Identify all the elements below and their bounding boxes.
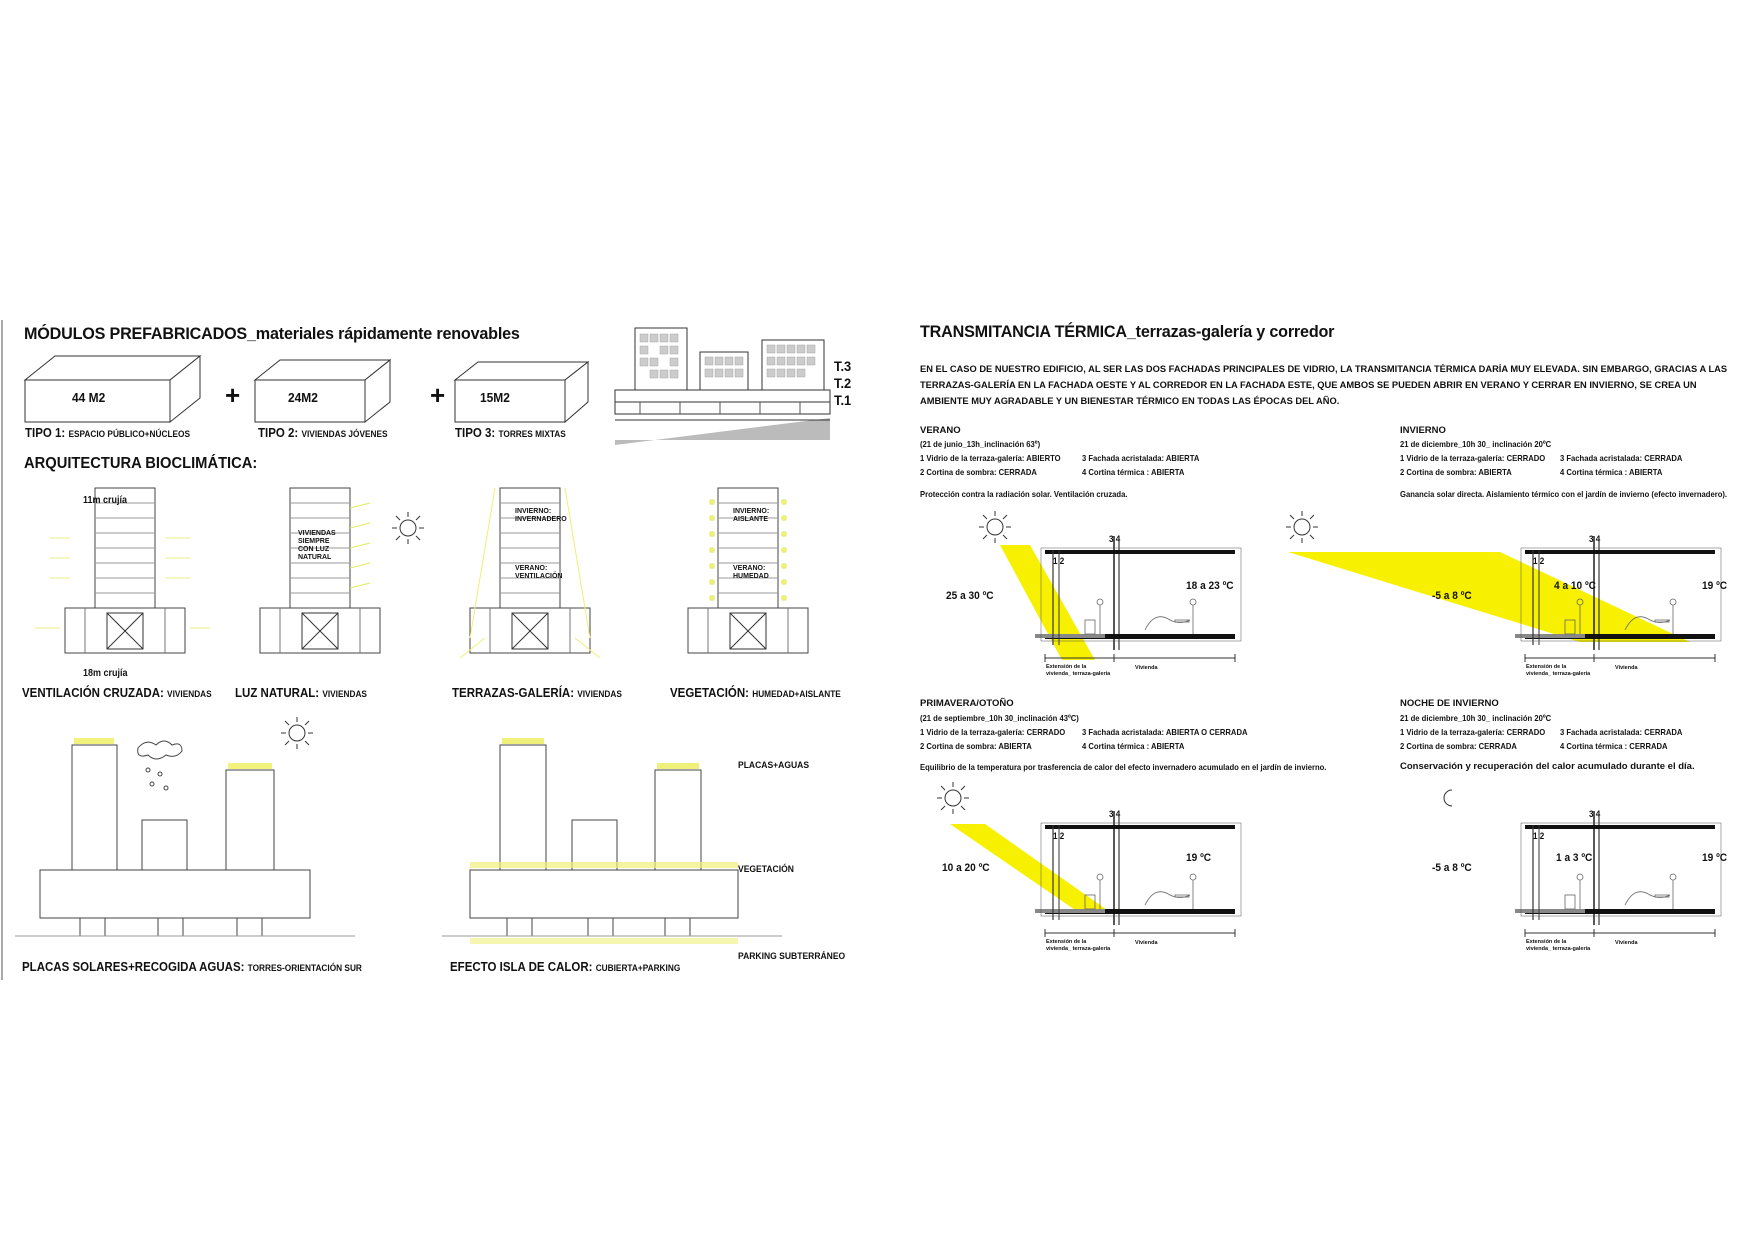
caption-vegetacion: VEGETACIÓN: HUMEDAD+AISLANTE	[670, 686, 841, 700]
noche-date: 21 de diciembre_10h 30_ inclinación 20ºC	[1400, 713, 1552, 723]
invierno-c2: 2 Cortina de sombra: ABIERTA	[1400, 467, 1512, 477]
massing-placas	[15, 741, 355, 936]
noche-heading: NOCHE DE INVIERNO	[1400, 698, 1499, 709]
primavera-room-temp: 19 ºC	[1186, 852, 1212, 864]
caption-terrazas: TERRAZAS-GALERÍA: VIVIENDAS	[452, 686, 622, 700]
dim-left-noche: Extensión de la vivienda_ terraza-galería	[1526, 939, 1591, 952]
left-title: MÓDULOS PREFABRICADOS_materiales rápidamente renovables	[24, 324, 520, 343]
building-elevation	[615, 328, 830, 445]
invierno-outside-temp: -5 a 8 ºC	[1432, 590, 1472, 602]
module-area-2: 24M2	[288, 390, 318, 405]
massing-isla-calor	[442, 745, 782, 936]
sun-icon-invierno	[1286, 511, 1318, 543]
verano-room-temp: 18 a 23 ºC	[1186, 580, 1234, 592]
noche-inside-temp: 1 a 3 ºC	[1556, 852, 1593, 864]
module-type-1: TIPO 1: ESPACIO PÚBLICO+NÚCLEOS	[25, 426, 191, 440]
tower-ventilacion	[35, 488, 210, 653]
dim-right-primavera: Vivienda	[1135, 940, 1158, 946]
primavera-summary: Equilibrio de la temperatura por trasferencia de calor del efecto invernadero acumulado en el jardín de invierno.	[920, 762, 1327, 772]
verano-c2: 2 Cortina de sombra: CERRADA	[920, 467, 1037, 477]
tower2-note: VIVIENDAS SIEMPRE CON LUZ NATURAL	[298, 530, 336, 561]
dim-left-invierno: Extensión de la vivienda_ terraza-galería	[1526, 664, 1591, 677]
crujia-top: 11m crujía	[83, 495, 128, 506]
plus-sign-2: +	[430, 380, 446, 410]
module-box-2	[255, 360, 390, 422]
invierno-date: 21 de diciembre_10h 30_ inclinación 20ºC	[1400, 439, 1552, 449]
module-box-1	[25, 356, 200, 422]
module-area-1: 44 M2	[72, 390, 106, 405]
primavera-c2: 2 Cortina de sombra: ABIERTA	[920, 741, 1032, 751]
moon-icon	[1444, 790, 1452, 806]
module-type-2: TIPO 2: VIVIENDAS JÓVENES	[258, 426, 388, 440]
dim-left-primavera: Extensión de la vivienda_ terraza-galería	[1046, 939, 1111, 952]
primavera-c1: 1 Vidrio de la terraza-galería: CERRADO	[920, 727, 1066, 737]
primavera-date: (21 de septiembre_10h 30_inclinación 43ºC)	[920, 713, 1079, 723]
module-box-3	[455, 362, 588, 422]
tower3-summer: VERANO: VENTILACIÓN	[515, 565, 563, 580]
mark-34-noche: 3 4	[1589, 809, 1601, 819]
level-t3: T.3	[834, 358, 852, 374]
invierno-c4: 4 Cortina térmica : ABIERTA	[1560, 467, 1663, 477]
sun-icon-verano	[979, 511, 1011, 543]
level-t1: T.1	[834, 392, 852, 408]
verano-summary: Protección contra la radiación solar. Ventilación cruzada.	[920, 489, 1128, 499]
verano-c1: 1 Vidrio de la terraza-galería: ABIERTO	[920, 453, 1061, 463]
invierno-summary: Ganancia solar directa. Aislamiento térmico con el jardín de invierno (efecto invernadero).	[1400, 489, 1728, 499]
primavera-outside-temp: 10 a 20 ºC	[942, 862, 990, 874]
tower-luz-natural	[260, 488, 424, 653]
tower4-winter: INVIERNO: AISLANTE	[733, 508, 770, 523]
module-area-3: 15M2	[480, 390, 510, 405]
caption-placas: PLACAS SOLARES+RECOGIDA AGUAS: TORRES-ORIENTACIÓN SUR	[22, 960, 362, 974]
noche-outside-temp: -5 a 8 ºC	[1432, 862, 1472, 874]
sun-icon-placas	[281, 717, 313, 749]
mark-34-verano: 3 4	[1109, 534, 1121, 544]
tower4-summer: VERANO: HUMEDAD	[733, 565, 769, 580]
noche-c3: 3 Fachada acristalada: CERRADA	[1560, 727, 1683, 737]
right-title: TRANSMITANCIA TÉRMICA_terrazas-galería y corredor	[920, 322, 1335, 341]
primavera-c4: 4 Cortina térmica : ABIERTA	[1082, 741, 1185, 751]
dim-right-invierno: Vivienda	[1615, 665, 1638, 671]
caption-luz: LUZ NATURAL: VIVIENDAS	[235, 686, 367, 700]
invierno-c1: 1 Vidrio de la terraza-galería: CERRADO	[1400, 453, 1546, 463]
primavera-heading: PRIMAVERA/OTOÑO	[920, 698, 1014, 709]
caption-isla-calor: EFECTO ISLA DE CALOR: CUBIERTA+PARKING	[450, 960, 681, 974]
mark-34-primavera: 3 4	[1109, 809, 1121, 819]
dim-right-noche: Vivienda	[1615, 940, 1638, 946]
noche-c2: 2 Cortina de sombra: CERRADA	[1400, 741, 1517, 751]
primavera-c3: 3 Fachada acristalada: ABIERTA O CERRADA	[1082, 727, 1248, 737]
invierno-heading: INVIERNO	[1400, 425, 1446, 436]
noche-summary: Conservación y recuperación del calor acumulado durante el día.	[1400, 761, 1695, 772]
module-type-3: TIPO 3: TORRES MIXTAS	[455, 426, 566, 440]
mark-34-invierno: 3 4	[1589, 534, 1601, 544]
mark-12-primavera: 1 2	[1053, 831, 1065, 841]
verano-outside-temp: 25 a 30 ºC	[946, 590, 994, 602]
level-t2: T.2	[834, 375, 852, 391]
mark-12-invierno: 1 2	[1533, 556, 1545, 566]
section-primavera	[1035, 811, 1241, 937]
noche-room-temp: 19 ºC	[1702, 852, 1728, 864]
mark-12-noche: 1 2	[1533, 831, 1545, 841]
verano-heading: VERANO	[920, 425, 961, 436]
noche-c1: 1 Vidrio de la terraza-galería: CERRADO	[1400, 727, 1546, 737]
noche-c4: 4 Cortina térmica : CERRADA	[1560, 741, 1668, 751]
invierno-c3: 3 Fachada acristalada: CERRADA	[1560, 453, 1683, 463]
sun-beam-verano	[1000, 545, 1095, 660]
label-parking: PARKING SUBTERRÁNEO	[738, 951, 846, 962]
sun-beam-invierno	[1288, 552, 1690, 642]
crujia-bottom: 18m crujía	[83, 668, 128, 679]
label-placas-aguas: PLACAS+AGUAS	[738, 760, 810, 771]
dim-left-verano: Extensión de la vivienda_ terraza-galería	[1046, 664, 1111, 677]
dim-right-verano: Vivienda	[1135, 665, 1158, 671]
verano-c4: 4 Cortina térmica : ABIERTA	[1082, 467, 1185, 477]
invierno-room-temp: 19 ºC	[1702, 580, 1728, 592]
intro-paragraph: EN EL CASO DE NUESTRO EDIFICIO, AL SER LAS DOS FACHADAS PRINCIPALES DE VIDRIO, LA TRANSMITANCIA TÉRMICA DARÍA MUY ELEVADA. SIN EMBARGO, GRACIAS A LAS TERRAZAS-GALERÍA EN LA FACHADA OESTE Y AL CORREDOR EN LA FACHADA ESTE, QUE AMBOS SE PUEDEN ABRIR EN VERANO Y CERRAR EN INVIERNO, SE CREA UN AMBIENTE MUY AGRADABLE Y UN BIENESTAR TÉRMICO EN TODAS LAS ÉPOCAS DEL AÑO.	[920, 364, 1728, 407]
invierno-inside-temp: 4 a 10 ºC	[1554, 580, 1596, 592]
plus-sign-1: +	[225, 380, 241, 410]
sun-icon-primavera	[937, 782, 969, 814]
tower3-winter: INVIERNO: INVERNADERO	[515, 508, 567, 523]
label-vegetacion: VEGETACIÓN	[738, 864, 794, 875]
mark-12-verano: 1 2	[1053, 556, 1065, 566]
caption-ventilacion: VENTILACIÓN CRUZADA: VIVIENDAS	[22, 686, 212, 700]
verano-date: (21 de junio_13h_inclinación 63º)	[920, 439, 1041, 449]
section-noche	[1515, 811, 1721, 937]
verano-c3: 3 Fachada acristalada: ABIERTA	[1082, 453, 1200, 463]
bio-title: ARQUITECTURA BIOCLIMÁTICA:	[24, 455, 258, 472]
